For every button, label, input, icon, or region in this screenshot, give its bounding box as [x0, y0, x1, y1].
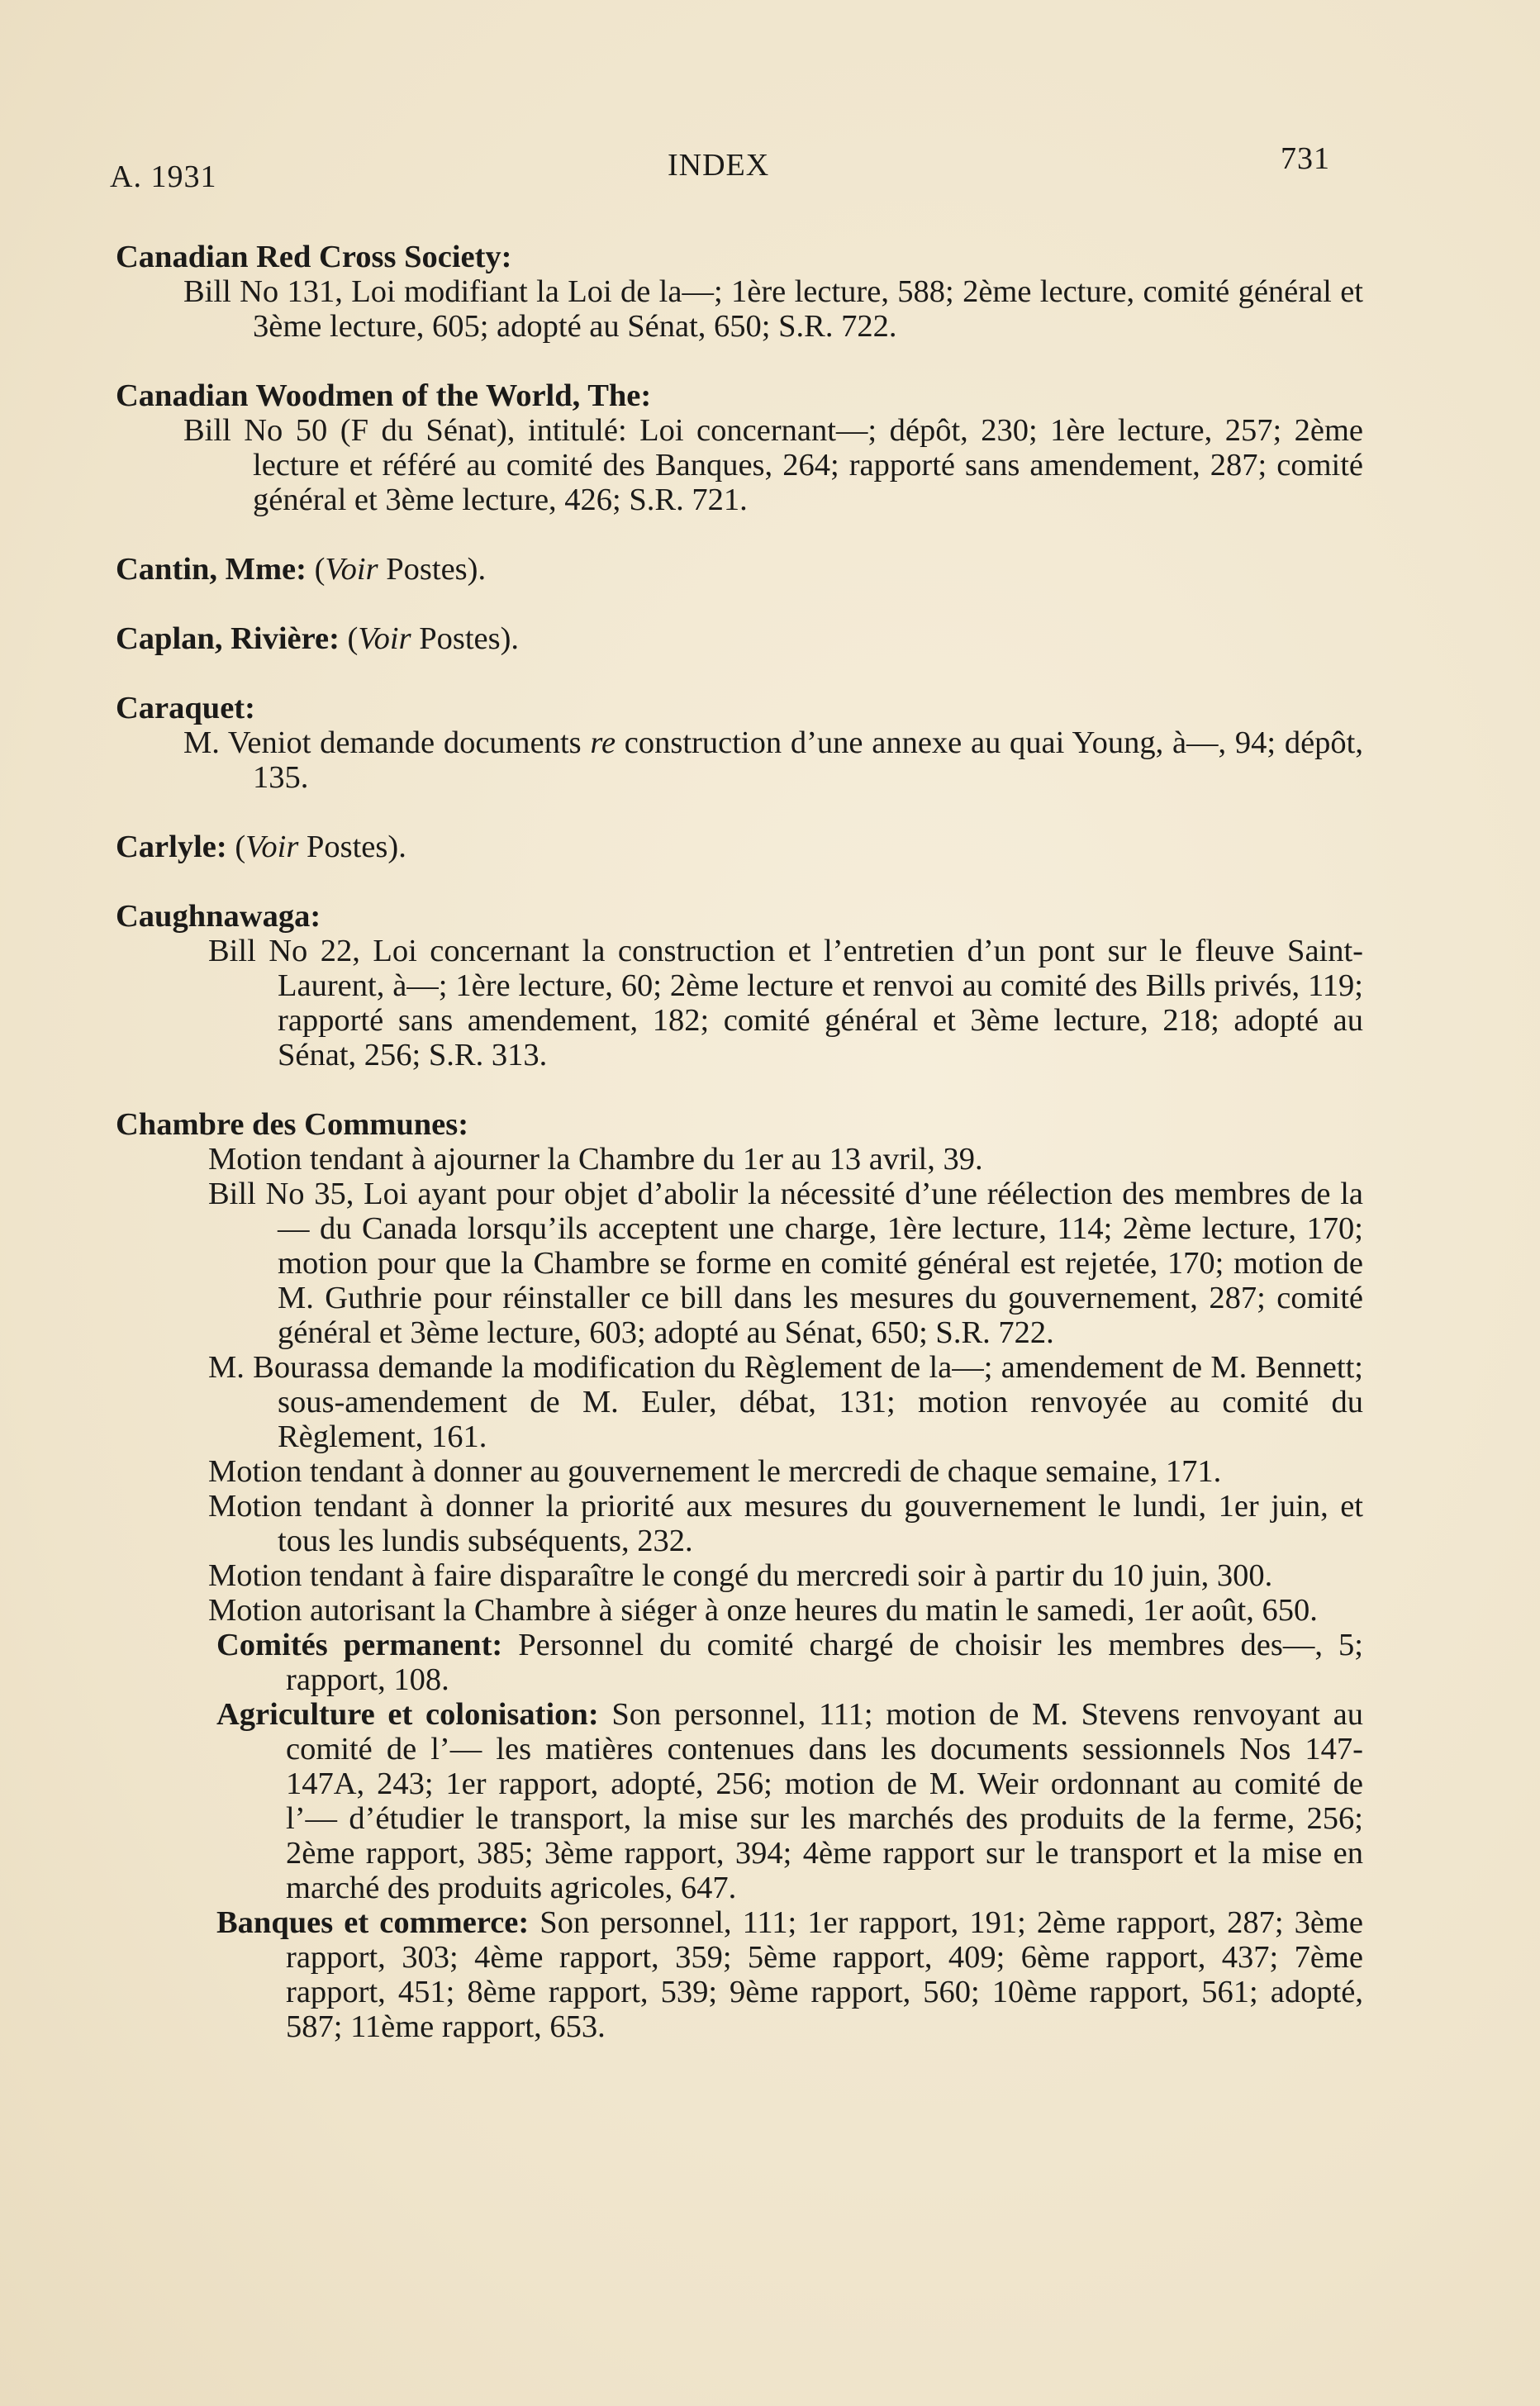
- entry-subentry: Motion tendant à ajourner la Chambre du 1er au 13 avril, 39.: [208, 1142, 983, 1177]
- index-entry-caplan: [116, 621, 1363, 656]
- entry-heading: Canadian Red Cross Society:: [116, 240, 512, 274]
- cross-reference-voir: Voir: [325, 552, 378, 587]
- page-title: INDEX: [668, 148, 770, 183]
- entry-heading: Carlyle:: [116, 830, 227, 864]
- entry-subentry: Bill No 131, Loi modifiant la Loi de la—; 1ère lecture, 588; 2ème lecture, comité général et 3ème lecture, 605; adopté au Sénat, 650; S.R. 722.: [183, 274, 1363, 344]
- index-entry-red-cross: [116, 240, 1363, 344]
- subentry-re: re: [590, 725, 616, 760]
- cross-reference-target: Postes).: [411, 621, 520, 656]
- subentry-label: Banques et commerce:: [216, 1905, 530, 1940]
- index-entry-carlyle: [116, 830, 1363, 864]
- subentry-text: Personnel du comité chargé de choisir les membres des—, 5; rapport, 108.: [286, 1628, 1363, 1697]
- entry-subentry: Bill No 35, Loi ayant pour objet d’abolir la nécessité d’une réélection des membres de la— du Canada lorsqu’ils acceptent une charge, 1ère lecture, 114; 2ème lecture, 170; motion pour que la Chambre se forme en comité général est rejetée, 170; motion de M. Guthrie pour réinstaller ce bill dans les mesures du gouvernement, 287; comité général et 3ème lecture, 603; adopté au Sénat, 650; S.R. 722.: [208, 1177, 1363, 1350]
- cross-reference-target: Postes).: [378, 552, 487, 587]
- subentry-text: M. Veniot demande documents: [183, 725, 591, 760]
- index-entry-caughnawaga: [116, 899, 1363, 1072]
- cross-reference-open: (: [306, 552, 326, 587]
- entry-heading: Caraquet:: [116, 691, 255, 725]
- session-year: A. 1931: [110, 159, 217, 194]
- entry-subentry: Motion tendant à donner au gouvernement le mercredi de chaque semaine, 171.: [208, 1454, 1222, 1489]
- index-entry-cantin: [116, 552, 1363, 587]
- entry-subentry: M. Bourassa demande la modification du Règlement de la—; amendement de M. Bennett; sous-amendement de M. Euler, débat, 131; motion renvoyée au comité du Règlement, 161.: [208, 1350, 1363, 1454]
- cross-reference-target: Postes).: [298, 830, 406, 864]
- entry-subentry-banques: [116, 1905, 1363, 2044]
- subentry-text: construction d’une annexe au quai Young, à—, 94; dépôt, 135.: [253, 725, 1363, 795]
- entry-subentry: [116, 725, 1363, 795]
- entry-subentry: Bill No 50 (F du Sénat), intitulé: Loi concernant—; dépôt, 230; 1ère lecture, 257; 2ème lecture et référé au comité des Banques, 264; rapporté sans amendement, 287; comité général et 3ème lecture, 426; S.R. 721.: [183, 413, 1363, 517]
- entry-heading: Canadian Woodmen of the World, The:: [116, 378, 652, 413]
- index-entry-chambre: [116, 1107, 1363, 2044]
- index-body: [116, 240, 1363, 2079]
- cross-reference-open: (: [226, 830, 246, 864]
- entry-subentry: Motion tendant à faire disparaître le congé du mercredi soir à partir du 10 juin, 300.: [208, 1558, 1273, 1593]
- subentry-label: Agriculture et colonisation:: [216, 1697, 599, 1732]
- entry-heading: Cantin, Mme:: [116, 552, 307, 587]
- entry-subentry: Motion tendant à donner la priorité aux mesures du gouvernement le lundi, 1er juin, et tous les lundis subséquents, 232.: [208, 1489, 1363, 1558]
- subentry-label: Comités permanent:: [216, 1628, 503, 1662]
- entry-heading: Caughnawaga:: [116, 899, 321, 934]
- index-entry-woodmen: [116, 378, 1363, 517]
- running-head: [0, 140, 1540, 194]
- cross-reference-voir: Voir: [358, 621, 411, 656]
- cross-reference-voir: Voir: [245, 830, 299, 864]
- entry-subentry: Motion autorisant la Chambre à siéger à onze heures du matin le samedi, 1er août, 650.: [208, 1593, 1318, 1628]
- subentry-text: Son personnel, 111; motion de M. Stevens renvoyant au comité de l’— les matières contenues dans les documents sessionnels Nos 147-147A, 243; 1er rapport, adopté, 256; motion de M. Weir ordonnant au comité de l’— d’étudier le transport, la mise sur les marchés des produits de la ferme, 256; 2ème rapport, 385; 3ème rapport, 394; 4ème rapport sur le transport et la mise en marché des produits agricoles, 647.: [286, 1697, 1363, 1905]
- cross-reference-open: (: [339, 621, 359, 656]
- entry-subentry-agriculture: [116, 1697, 1363, 1905]
- page-number: 731: [1281, 141, 1330, 176]
- entry-heading: Caplan, Rivière:: [116, 621, 340, 656]
- entry-subentry: Bill No 22, Loi concernant la construction et l’entretien d’un pont sur le fleuve Saint-Laurent, à—; 1ère lecture, 60; 2ème lecture et renvoi au comité des Bills privés, 119; rapporté sans amendement, 182; comité général et 3ème lecture, 218; adopté au Sénat, 256; S.R. 313.: [208, 934, 1363, 1072]
- entry-subentry-comites: [116, 1628, 1363, 1697]
- entry-heading: Chambre des Communes:: [116, 1107, 469, 1142]
- subentry-text: Son personnel, 111; 1er rapport, 191; 2ème rapport, 287; 3ème rapport, 303; 4ème rapport, 359; 5ème rapport, 409; 6ème rapport, 437; 7ème rapport, 451; 8ème rapport, 539; 9ème rapport, 560; 10ème rapport, 561; adopté, 587; 11ème rapport, 653.: [286, 1905, 1363, 2044]
- index-entry-caraquet: [116, 691, 1363, 795]
